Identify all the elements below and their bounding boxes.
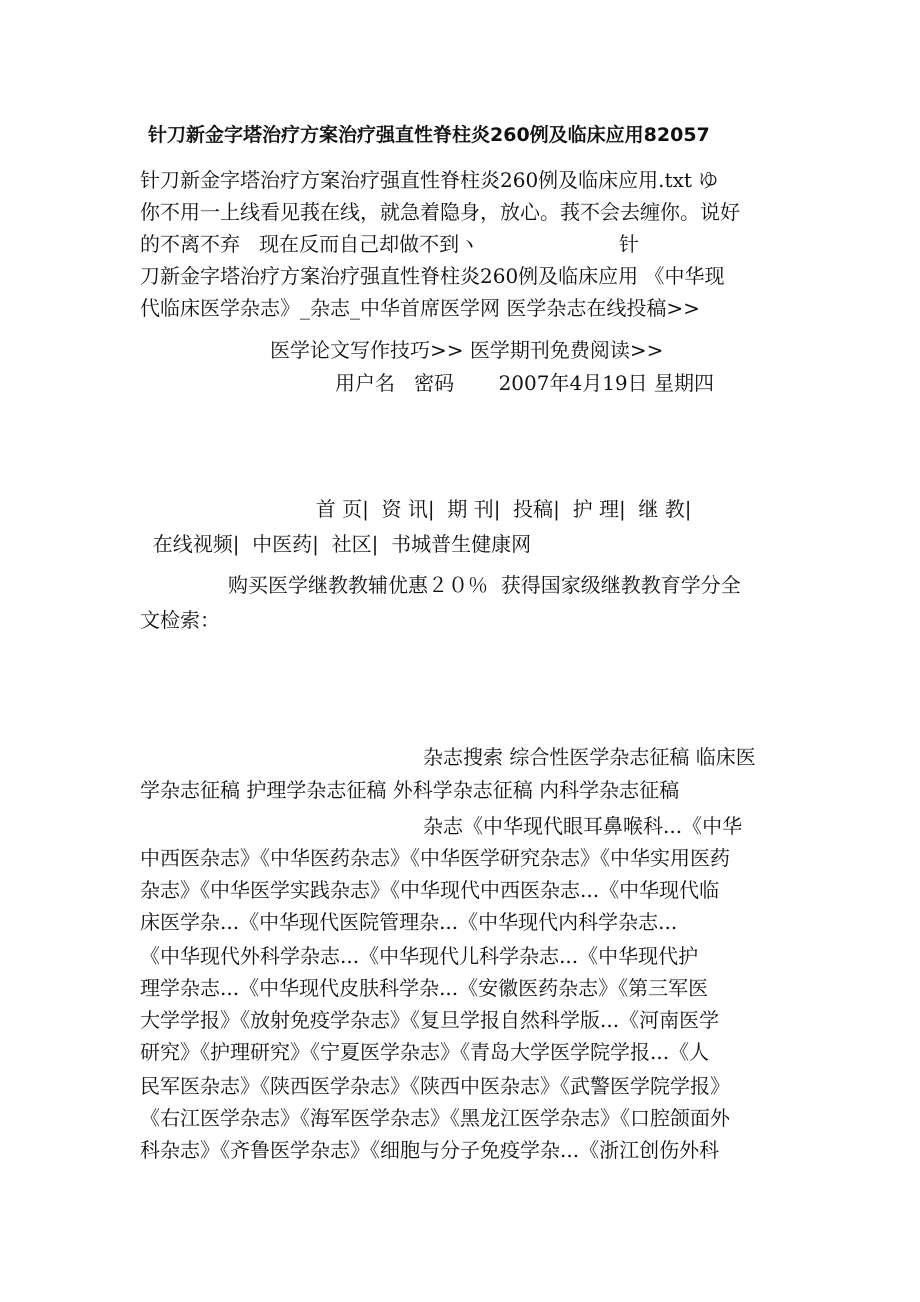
nav-journals[interactable]: 期 刊 [447, 497, 494, 521]
nav-tcm[interactable]: 中医药 [252, 532, 313, 556]
nav-nursing[interactable]: 护 理 [572, 497, 619, 521]
intro-line: 针刀新金字塔治疗方案治疗强直性脊柱炎260例及临床应用.txt ゆ [140, 168, 719, 192]
nav-home[interactable]: 首 页 [315, 497, 363, 521]
nav-row-2: 在线视频| 中医药| 社区| 书城普生健康网 [152, 532, 532, 556]
journal-line[interactable]: 杂志《中华现代眼耳鼻喉科...《中华 [423, 814, 743, 838]
promo-line[interactable]: 购买医学继教教辅优惠２０％ 获得国家级继教教育学分全 [228, 573, 741, 597]
journal-line[interactable]: 大学学报》《放射免疫学杂志》《复旦学报自然科学版...《河南医学 [140, 1008, 720, 1032]
login-line: 用户名 密码 2007年4月19日 星期四 [335, 371, 715, 395]
intro-line: 代临床医学杂志》_杂志_中华首席医学网 医学杂志在线投稿>> [140, 296, 700, 320]
journal-line[interactable]: 理学杂志...《中华现代皮肤科学杂...《安徽医药杂志》《第三军医 [140, 976, 709, 1000]
intro-line: 刀新金字塔治疗方案治疗强直性脊柱炎260例及临床应用 《中华现 [140, 264, 725, 288]
journal-line[interactable]: 《右江医学杂志》《海军医学杂志》《黑龙江医学杂志》《口腔颌面外 [140, 1106, 730, 1130]
nav-bookstore[interactable]: 书城普生健康网 [391, 532, 532, 556]
promo-line: 文检索： [140, 608, 220, 632]
journal-line[interactable]: 学杂志征稿 护理学杂志征稿 外科学杂志征稿 内科学杂志征稿 [140, 778, 680, 802]
document-title: 针刀新金字塔治疗方案治疗强直性脊柱炎260例及临床应用82057 [148, 124, 710, 146]
nav-row-1: 首 页| 资 讯| 期 刊| 投稿| 护 理| 继 教| [315, 497, 692, 521]
intro-line: 你不用一上线看见莪在线，就急着隐身，放心。莪不会去缠你。说好 [140, 200, 740, 224]
nav-community[interactable]: 社区 [331, 532, 372, 556]
nav-submit[interactable]: 投稿 [513, 497, 554, 521]
journal-line[interactable]: 科杂志》《齐鲁医学杂志》《细胞与分子免疫学杂...《浙江创伤外科 [140, 1138, 720, 1162]
journal-line[interactable]: 床医学杂...《中华现代医院管理杂...《中华现代内科学杂志... [140, 910, 678, 934]
nav-education[interactable]: 继 教 [638, 497, 685, 521]
nav-video[interactable]: 在线视频 [152, 532, 233, 556]
journal-line[interactable]: 研究》《护理研究》《宁夏医学杂志》《青岛大学医学院学报...《人 [140, 1040, 710, 1064]
nav-news[interactable]: 资 讯 [381, 497, 428, 521]
intro-line: 的不离不弃 现在反而自己却做不到ヽ 针 [140, 232, 639, 256]
journal-line[interactable]: 民军医杂志》《陕西医学杂志》《陕西中医杂志》《武警医学院学报》 [140, 1074, 730, 1098]
journal-line[interactable]: 《中华现代外科学杂志...《中华现代儿科学杂志...《中华现代护 [140, 944, 699, 968]
links-line[interactable]: 医学论文写作技巧>> 医学期刊免费阅读>> [270, 338, 664, 362]
journal-line[interactable]: 杂志搜索 综合性医学杂志征稿 临床医 [423, 745, 756, 769]
journal-line[interactable]: 杂志》《中华医学实践杂志》《中华现代中西医杂志...《中华现代临 [140, 878, 720, 902]
journal-line[interactable]: 中西医杂志》《中华医药杂志》《中华医学研究杂志》《中华实用医药 [140, 846, 730, 870]
